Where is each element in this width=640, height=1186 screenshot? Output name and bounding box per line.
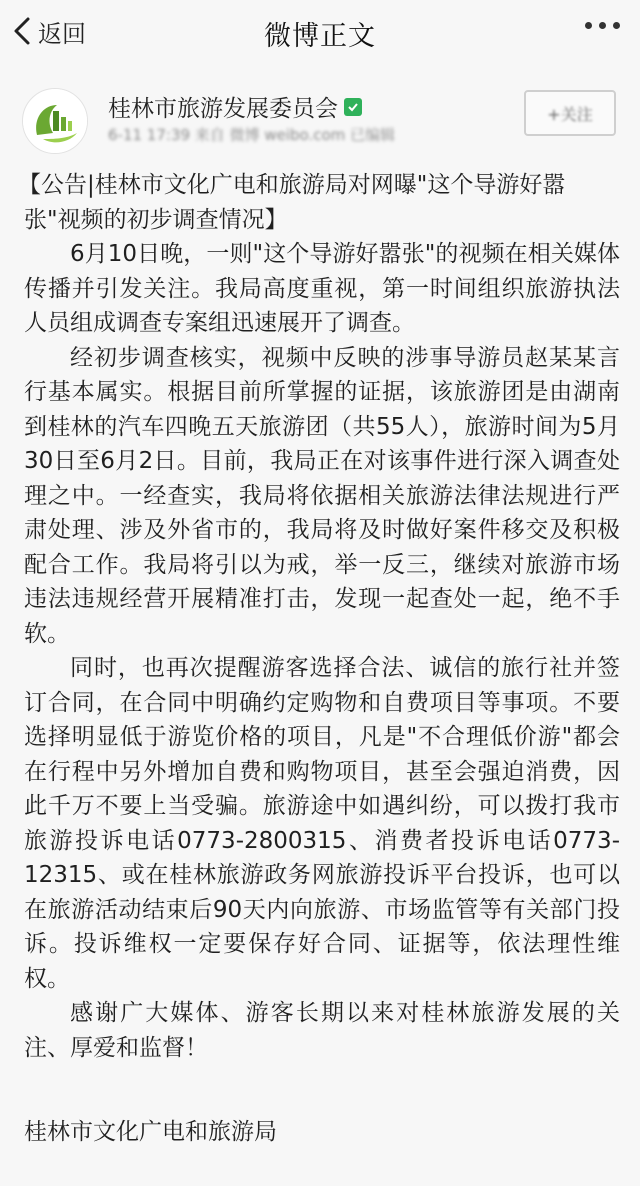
more-dots-icon[interactable] [585,22,620,29]
signature: 桂林市文化广电和旅游局 [24,1119,277,1145]
avatar[interactable] [22,88,88,154]
back-label: 返回 [38,19,86,48]
avatar-logo-icon [23,89,88,154]
paragraph: 同时，也再次提醒游客选择合法、诚信的旅行社并签订合同，在合同中明确约定购物和自费项目等事项。不要选择明显低于游览价格的项目，凡是"不合理低价游"都会在行程中另外增加自费和购物项目，甚至会强迫消费，因此千万不要上当受骗。旅游途中如遇纠纷，可以拨打我市旅游投诉电话0773-2800315、消费者投诉电话0773-12315、或在桂林旅游政务网旅游投诉平台投诉，也可以在旅游活动结束后90天内向旅游、市场监管等有关部门投诉。投诉维权一定要保存好合同、证据等，依法理性维权。 [24,655,620,992]
post-title: 【公告|桂林市文化广电和旅游局对网曝"这个导游好嚣张"视频的初步调查情况】 [18,172,566,233]
author-row [108,90,362,123]
author-name[interactable]: 桂林市旅游发展委员会 [108,96,338,122]
verified-badge-icon [344,98,362,116]
post-body [18,168,620,1150]
post-header [0,78,640,158]
follow-button[interactable] [524,90,616,136]
top-nav-bar [0,0,640,62]
paragraph: 感谢广大媒体、游客长期以来对桂林旅游发展的关注、厚爱和监督！ [24,1000,620,1061]
follow-label: +关注 [547,104,593,124]
paragraph: 经初步调查核实，视频中反映的涉事导游员赵某某言行基本属实。根据目前所掌握的证据，该旅游团是由湖南到桂林的汽车四晚五天旅游团（共55人），旅游时间为5月30日至6月2日。目前，我局正在对该事件进行深入调查处理之中。一经查实，我局将依据相关旅游法律法规进行严肃处理、涉及外省市的，我局将及时做好案件移交及积极配合工作。我局将引以为戒，举一反三，继续对旅游市场违法违规经营开展精准打击，发现一起查处一起，绝不手软。 [24,344,620,647]
paragraph: 6月10日晚，一则"这个导游好嚣张"的视频在相关媒体传播并引发关注。我局高度重视，第一时间组织旅游执法人员组成调查专案组迅速展开了调查。 [24,241,620,336]
post-meta: 6-11 17:39 来自 微博 weibo.com 已编辑 [108,126,396,144]
page-title: 微博正文 [264,21,376,52]
